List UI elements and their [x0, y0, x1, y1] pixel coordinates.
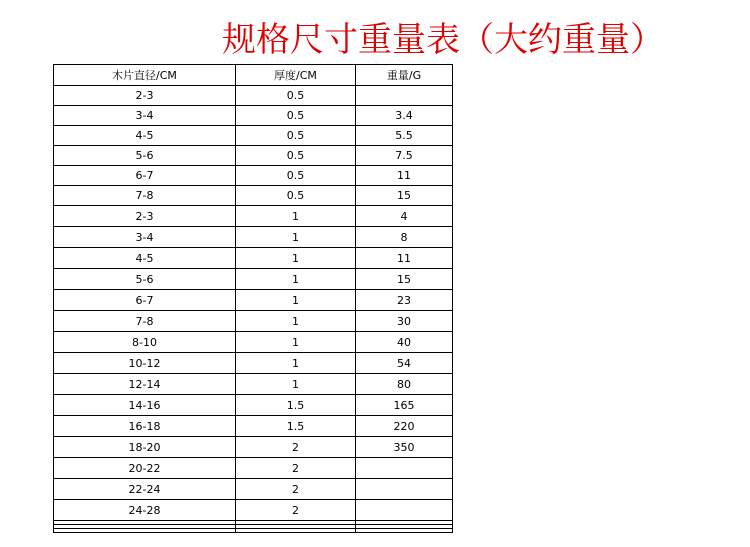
diameter-cell: 6-7 [54, 166, 236, 186]
weight-cell: 11 [356, 166, 453, 186]
diameter-cell: 10-12 [54, 353, 236, 374]
weight-column-header: 重量/G [356, 65, 453, 86]
table-row [54, 126, 453, 146]
table-row [54, 248, 453, 269]
weight-cell: 30 [356, 311, 453, 332]
diameter-cell: 14-16 [54, 395, 236, 416]
diameter-cell: 4-5 [54, 248, 236, 269]
diameter-cell: 22-24 [54, 479, 236, 500]
diameter-cell: 2-3 [54, 86, 236, 106]
thickness-cell: 2 [236, 500, 356, 521]
page-title: 规格尺寸重量表（大约重量） [222, 20, 664, 60]
thickness-cell: 2 [236, 479, 356, 500]
table-row [54, 290, 453, 311]
weight-cell: 165 [356, 395, 453, 416]
diameter-cell: 18-20 [54, 437, 236, 458]
table-header-row [54, 65, 453, 86]
weight-cell [356, 458, 453, 479]
weight-cell: 8 [356, 227, 453, 248]
weight-cell: 350 [356, 437, 453, 458]
weight-cell: 15 [356, 269, 453, 290]
thickness-cell: 1 [236, 332, 356, 353]
weight-cell [356, 479, 453, 500]
diameter-cell: 8-10 [54, 332, 236, 353]
table-row [54, 458, 453, 479]
thickness-cell: 2 [236, 437, 356, 458]
diameter-cell: 6-7 [54, 290, 236, 311]
diameter-cell: 2-3 [54, 206, 236, 227]
diameter-cell: 12-14 [54, 374, 236, 395]
thickness-cell: 0.5 [236, 106, 356, 126]
spec-table [53, 64, 453, 533]
thickness-cell: 1 [236, 248, 356, 269]
thickness-cell: 1 [236, 311, 356, 332]
weight-cell: 11 [356, 248, 453, 269]
table-row [54, 500, 453, 521]
diameter-cell: 16-18 [54, 416, 236, 437]
thickness-cell: 1 [236, 353, 356, 374]
thickness-cell: 0.5 [236, 86, 356, 106]
thickness-cell: 0.5 [236, 186, 356, 206]
table-row [54, 106, 453, 126]
table-row [54, 166, 453, 186]
diameter-cell: 24-28 [54, 500, 236, 521]
weight-cell [356, 86, 453, 106]
empty-cell [356, 529, 453, 533]
diameter-cell: 7-8 [54, 186, 236, 206]
weight-cell: 40 [356, 332, 453, 353]
diameter-column-header: 木片直径/CM [54, 65, 236, 86]
thickness-column-header: 厚度/CM [236, 65, 356, 86]
table-row [54, 416, 453, 437]
empty-cell [236, 529, 356, 533]
weight-cell: 5.5 [356, 126, 453, 146]
diameter-cell: 3-4 [54, 106, 236, 126]
diameter-cell: 20-22 [54, 458, 236, 479]
table-row [54, 186, 453, 206]
table-row [54, 227, 453, 248]
table-row [54, 269, 453, 290]
weight-cell: 54 [356, 353, 453, 374]
weight-cell: 23 [356, 290, 453, 311]
weight-cell: 15 [356, 186, 453, 206]
table-row [54, 395, 453, 416]
table-body [54, 86, 453, 533]
thickness-cell: 1 [236, 227, 356, 248]
thickness-cell: 0.5 [236, 146, 356, 166]
diameter-cell: 7-8 [54, 311, 236, 332]
table-row [54, 332, 453, 353]
empty-row [54, 529, 453, 533]
table-row [54, 479, 453, 500]
diameter-cell: 5-6 [54, 269, 236, 290]
weight-cell: 3.4 [356, 106, 453, 126]
thickness-cell: 1.5 [236, 416, 356, 437]
thickness-cell: 2 [236, 458, 356, 479]
diameter-cell: 3-4 [54, 227, 236, 248]
table-row [54, 311, 453, 332]
thickness-cell: 1.5 [236, 395, 356, 416]
thickness-cell: 0.5 [236, 126, 356, 146]
empty-cell [54, 529, 236, 533]
table-row [54, 86, 453, 106]
weight-cell [356, 500, 453, 521]
thickness-cell: 1 [236, 290, 356, 311]
thickness-cell: 0.5 [236, 166, 356, 186]
table-row [54, 206, 453, 227]
weight-cell: 4 [356, 206, 453, 227]
table-row [54, 146, 453, 166]
thickness-cell: 1 [236, 374, 356, 395]
weight-cell: 220 [356, 416, 453, 437]
weight-cell: 7.5 [356, 146, 453, 166]
thickness-cell: 1 [236, 206, 356, 227]
table-row [54, 374, 453, 395]
table-row [54, 353, 453, 374]
diameter-cell: 5-6 [54, 146, 236, 166]
weight-cell: 80 [356, 374, 453, 395]
table-row [54, 437, 453, 458]
thickness-cell: 1 [236, 269, 356, 290]
diameter-cell: 4-5 [54, 126, 236, 146]
